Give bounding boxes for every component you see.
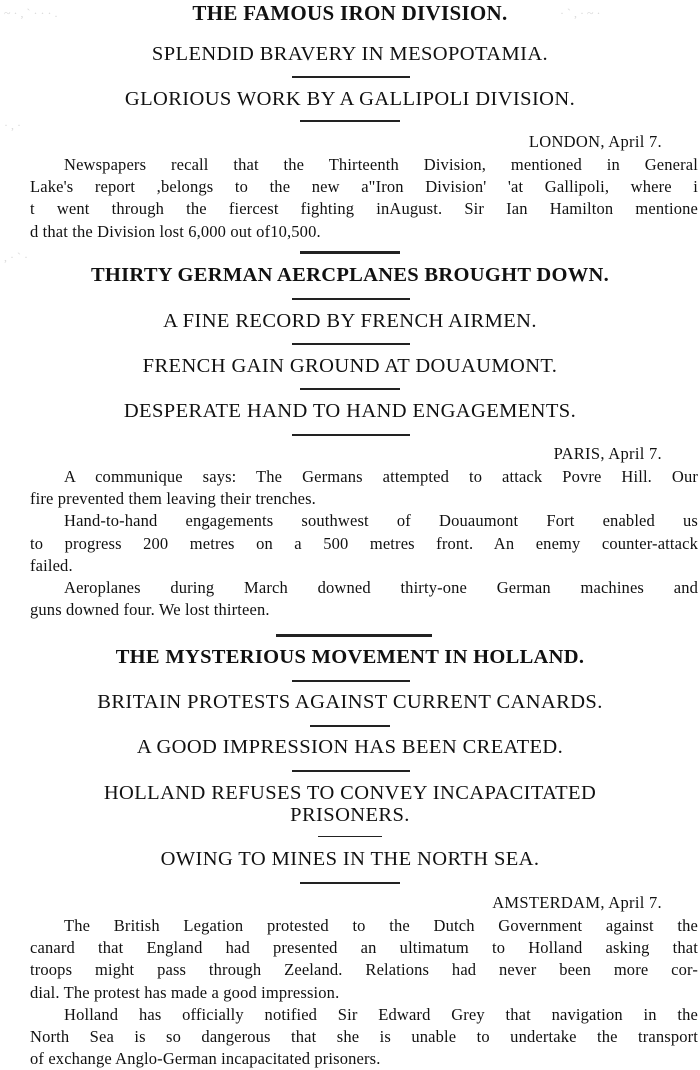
divider-rule — [300, 388, 400, 390]
divider-rule — [292, 770, 410, 772]
dateline-amsterdam: AMSTERDAM, April 7. — [492, 893, 662, 912]
subhead-incapacitated-line1: HOLLAND REFUSES TO CONVEY INCAPACITATED — [103, 782, 597, 804]
divider-rule — [276, 634, 432, 637]
subhead-incapacitated-line2: PRISONERS. — [290, 804, 410, 826]
subhead-canards: BRITAIN PROTESTS AGAINST CURRENT CANARDS. — [97, 691, 603, 713]
text-line: failed. — [30, 555, 73, 575]
bleed-through-mark: · ` , · ~ · — [560, 6, 601, 20]
text-line: Lake's report ,belongs to the new a"Iron Division' 'at Gallipoli, where i — [30, 177, 698, 197]
subhead-hand-to-hand: DESPERATE HAND TO HAND ENGAGEMENTS. — [123, 400, 577, 422]
divider-rule — [292, 343, 410, 345]
divider-rule — [300, 251, 400, 254]
divider-rule — [292, 680, 410, 682]
text-line: canard that England had presented an ultimatum to Holland asking that — [30, 938, 698, 958]
subhead-mesopotamia: SPLENDID BRAVERY IN MESOPOTAMIA. — [151, 43, 549, 65]
divider-rule — [292, 76, 410, 78]
text-line: fire prevented them leaving their trenches. — [30, 489, 316, 509]
subhead-good-impression: A GOOD IMPRESSION HAS BEEN CREATED. — [136, 736, 564, 758]
divider-rule — [292, 434, 410, 436]
text-line: The British Legation protested to the Dutch Government against the — [64, 916, 698, 935]
text-line: d that the Division lost 6,000 out of10,500. — [30, 221, 321, 241]
subhead-french-airmen: A FINE RECORD BY FRENCH AIRMEN. — [163, 310, 537, 332]
dateline-london: LONDON, April 7. — [528, 132, 662, 151]
text-line: A communique says: The Germans attempted to attack Povre Hill. Our — [64, 467, 698, 486]
headline-aeroplanes: THIRTY GERMAN AERCPLANES BROUGHT DOWN. — [90, 264, 610, 286]
text-line: troops might pass through Zeeland. Relations had never been more cor- — [30, 960, 698, 980]
text-line: dial. The protest has made a good impression. — [30, 982, 340, 1002]
text-line: to progress 200 metres on a 500 metres front. An enemy counter-attack — [30, 533, 698, 553]
subhead-douaumont: FRENCH GAIN GROUND AT DOUAUMONT. — [142, 355, 558, 377]
text-line: guns downed four. We lost thirteen. — [30, 600, 270, 620]
subhead-gallipoli: GLORIOUS WORK BY A GALLIPOLI DIVISION. — [124, 88, 576, 110]
divider-rule — [318, 836, 382, 837]
divider-rule — [300, 882, 400, 884]
text-line: Newspapers recall that the Thirteenth Division, mentioned in General — [64, 155, 698, 174]
article-body-amsterdam — [30, 915, 698, 1070]
subhead-mines: OWING TO MINES IN THE NORTH SEA. — [160, 848, 540, 870]
text-line: Aeroplanes during March downed thirty-one German machines and — [64, 578, 698, 598]
text-line: Holland has officially notified Sir Edward Grey that navigation in the — [64, 1004, 698, 1024]
divider-rule — [292, 298, 410, 300]
dateline-paris: PARIS, April 7. — [553, 444, 662, 463]
article-body-iron-division — [30, 154, 698, 243]
text-line: of exchange Anglo-German incapacitated prisoners. — [30, 1049, 381, 1069]
bleed-through-mark: · , · — [4, 118, 21, 132]
bleed-through-mark: , · ` · — [4, 250, 28, 264]
headline-holland: THE MYSTERIOUS MOVEMENT IN HOLLAND. — [115, 646, 585, 668]
headline-iron-division: THE FAMOUS IRON DIVISION. — [192, 1, 508, 25]
bleed-through-mark: ~ · , ` · · · . — [4, 6, 58, 20]
text-line: North Sea is so dangerous that she is unable to undertake the transport — [30, 1027, 698, 1047]
text-line: t went through the fiercest fighting inAugust. Sir Ian Hamilton mentione — [30, 199, 698, 219]
divider-rule — [300, 120, 400, 122]
article-body-paris — [30, 466, 698, 621]
divider-rule — [310, 725, 390, 727]
text-line: Hand-to-hand engagements southwest of Douaumont Fort enabled us — [64, 511, 698, 531]
